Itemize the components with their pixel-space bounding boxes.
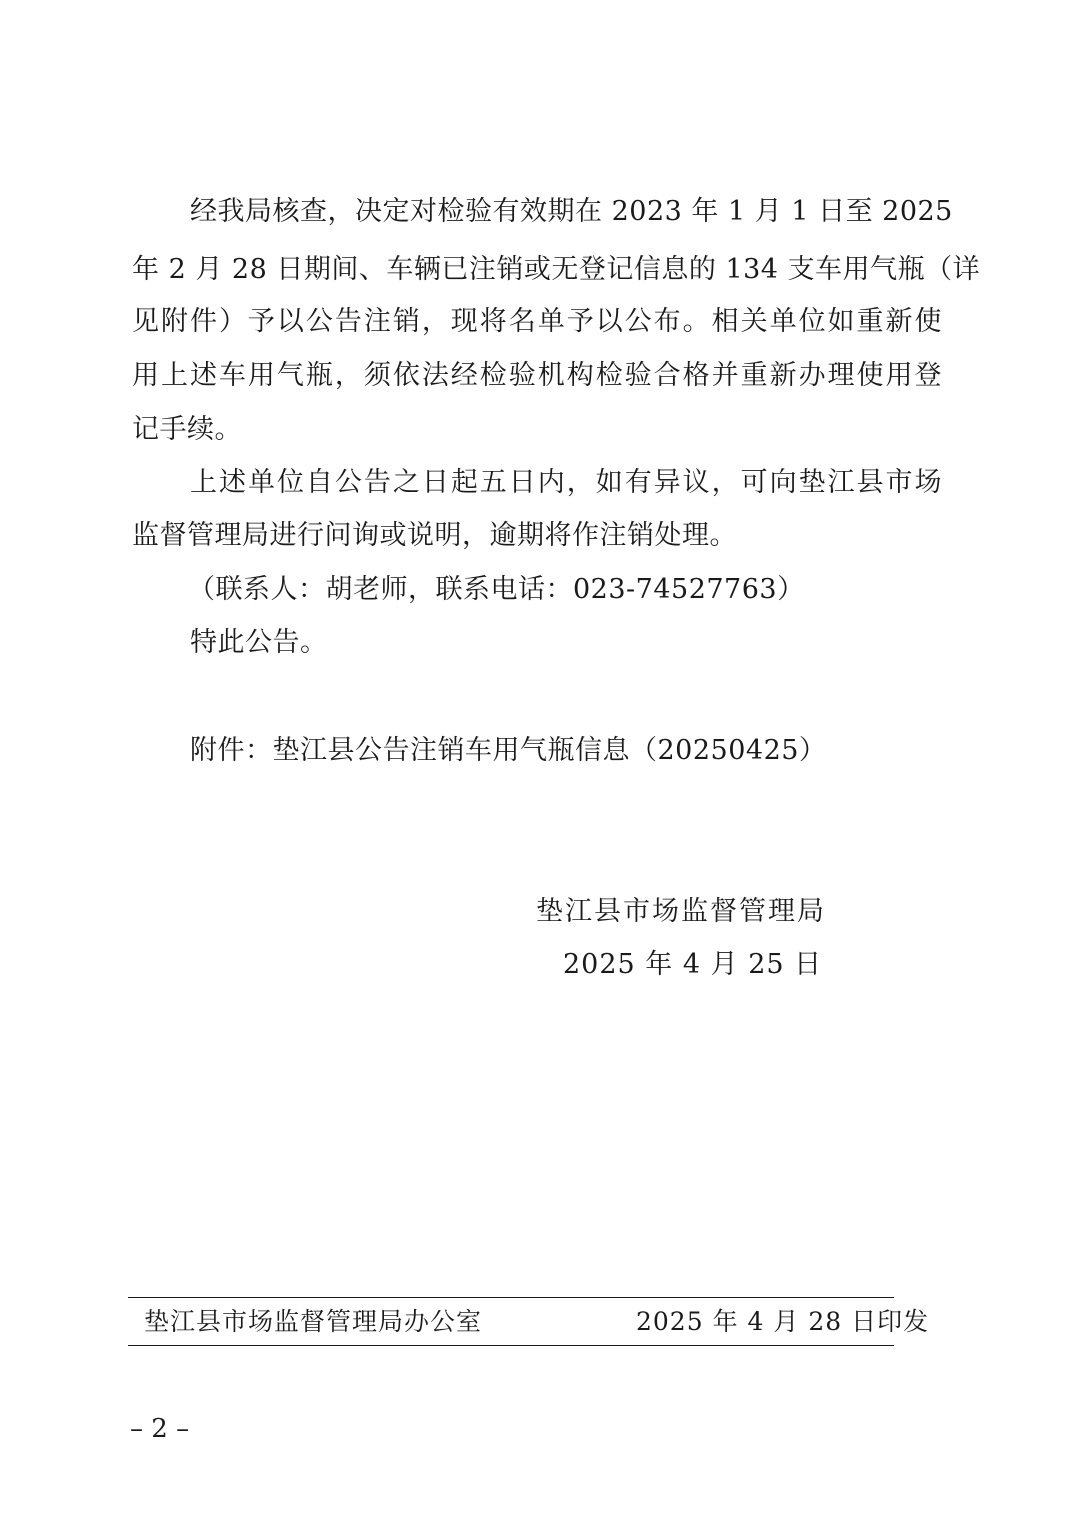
paragraph-line: 上述单位自公告之日起五日内，如有异议，可向垫江县市场 [190,467,942,498]
footer-issue-date: 2025 年 4 月 28 日印发 [636,1307,930,1336]
signature-date: 2025 年 4 月 25 日 [563,949,823,980]
paragraph-line: 见附件）予以公告注销，现将名单予以公布。相关单位如重新使 [132,306,942,337]
paragraph-line: 年 2 月 28 日期间、车辆已注销或无登记信息的 134 支车用气瓶（详 [132,254,981,285]
closing-text: 特此公告。 [190,627,328,658]
paragraph-line: 经我局核查，决定对检验有效期在 2023 年 1 月 1 日至 2025 [190,196,953,227]
footer-bottom-rule [128,1345,894,1346]
page-number: – 2 – [130,1414,190,1444]
footer-issuer: 垫江县市场监督管理局办公室 [144,1307,483,1336]
paragraph-line: 用上述车用气瓶，须依法经检验机构检验合格并重新办理使用登 [132,360,942,391]
paragraph-line: 监督管理局进行问询或说明，逾期将作注销处理。 [132,520,737,551]
paragraph-line: 记手续。 [132,414,242,445]
footer-top-rule [128,1297,894,1298]
attachment-note: 附件：垫江县公告注销车用气瓶信息（20250425） [190,735,827,766]
contact-info: （联系人：胡老师，联系电话：023-74527763） [188,574,805,605]
signature-org: 垫江县市场监督管理局 [536,896,826,927]
